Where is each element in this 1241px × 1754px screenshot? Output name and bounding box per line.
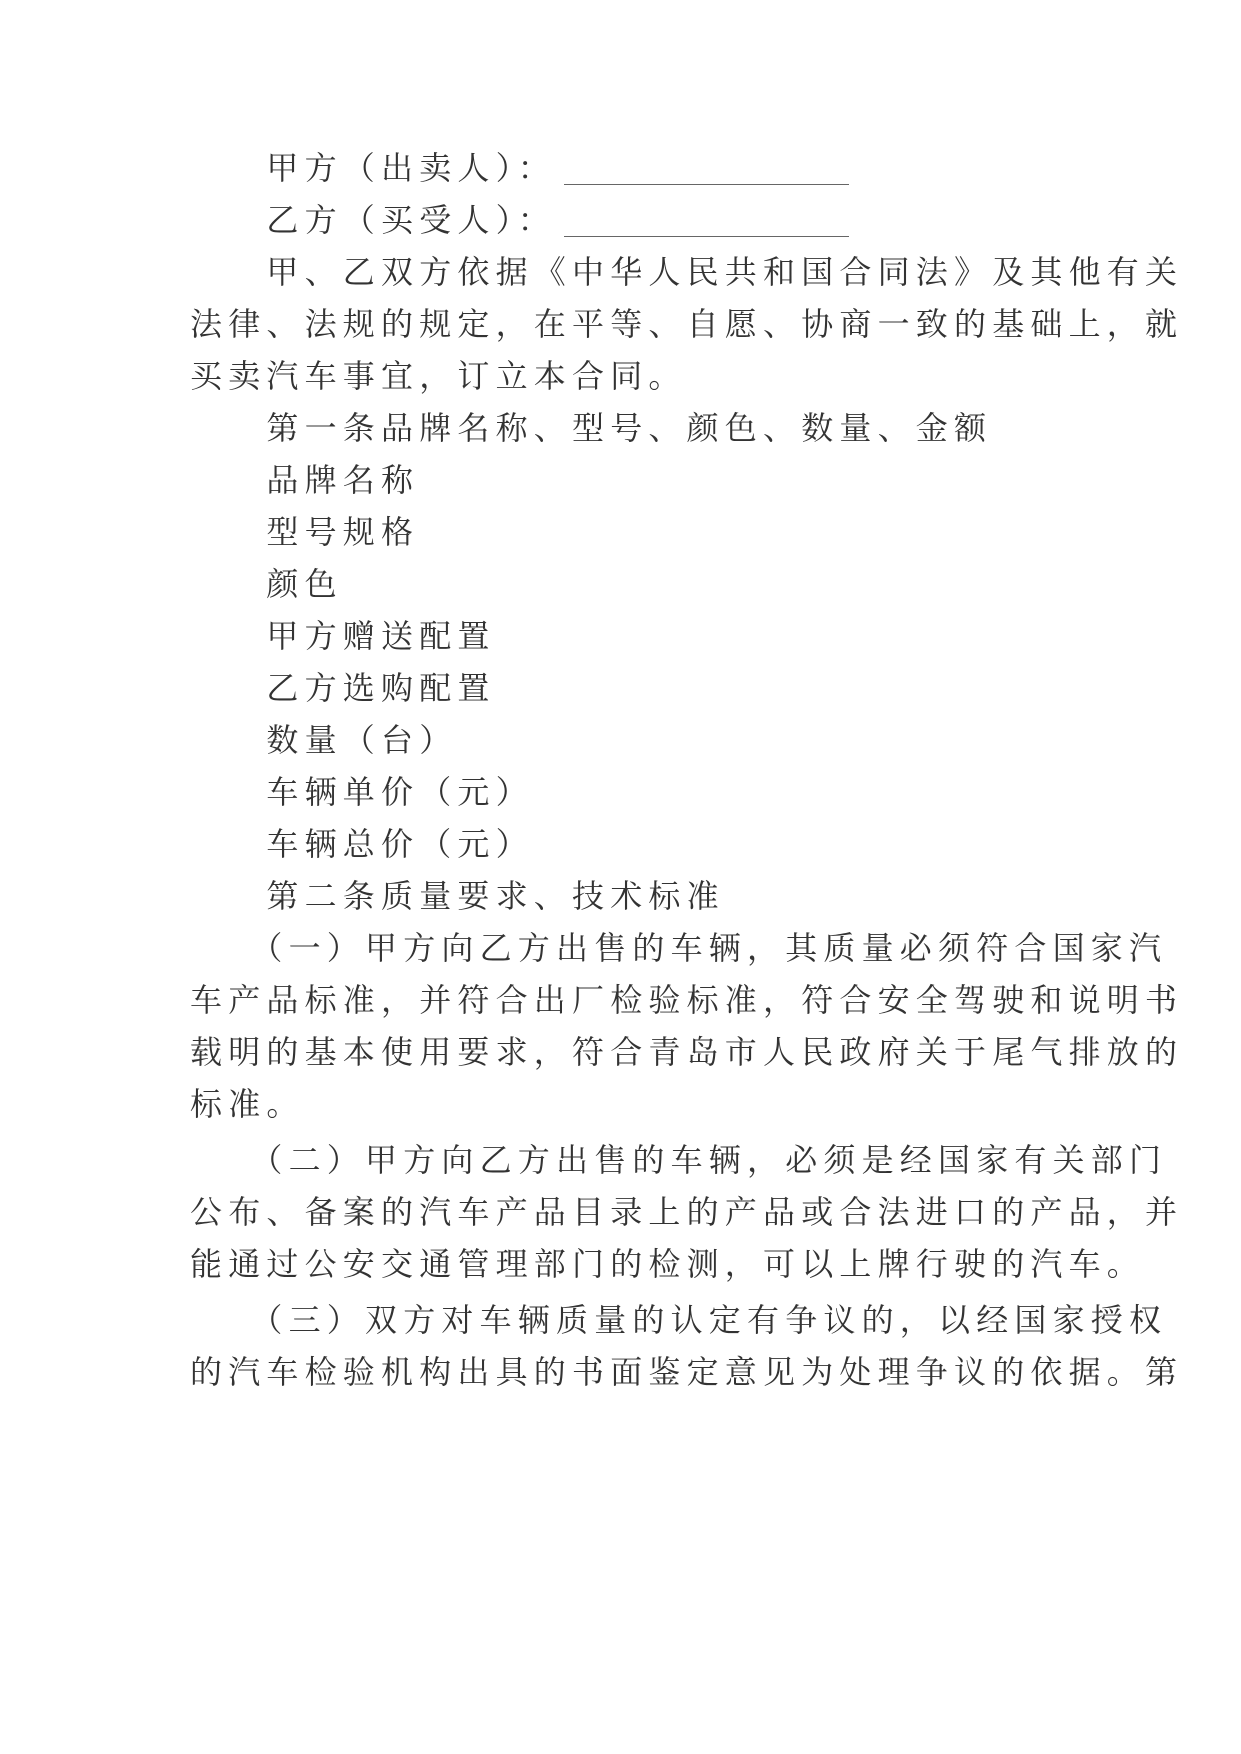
paragraph-line: （一）甲方向乙方出售的车辆，其质量必须符合国家汽	[190, 929, 1168, 967]
party-a-blank[interactable]	[564, 156, 849, 185]
paragraph-line: 甲、乙双方依据《中华人民共和国合同法》及其他有关	[190, 253, 1184, 291]
paragraph-line: （二）甲方向乙方出售的车辆，必须是经国家有关部门	[190, 1141, 1168, 1179]
article-heading: 第二条质量要求、技术标准	[190, 877, 725, 915]
party-b-label: 乙方（买受人）：	[190, 201, 557, 239]
article-heading: 第一条品牌名称、型号、颜色、数量、金额	[190, 409, 993, 447]
paragraph-line: 标准。	[190, 1085, 305, 1123]
party-a-label: 甲方（出卖人）：	[190, 149, 557, 187]
party-b-line	[190, 200, 849, 240]
field-label: 数量（台）	[190, 721, 458, 759]
field-label: 甲方赠送配置	[190, 617, 496, 655]
field-label: 颜色	[190, 565, 343, 603]
field-label: 车辆单价（元）	[190, 773, 534, 811]
paragraph-line: （三）双方对车辆质量的认定有争议的，以经国家授权	[190, 1301, 1168, 1339]
paragraph-line: 载明的基本使用要求，符合青岛市人民政府关于尾气排放的	[190, 1033, 1184, 1071]
paragraph-line: 能通过公安交通管理部门的检测，可以上牌行驶的汽车。	[190, 1245, 1146, 1283]
paragraph-line: 的汽车检验机构出具的书面鉴定意见为处理争议的依据。第	[190, 1353, 1184, 1391]
field-label: 型号规格	[190, 513, 420, 551]
field-label: 车辆总价（元）	[190, 825, 534, 863]
party-a-line	[190, 148, 849, 188]
field-label: 乙方选购配置	[190, 669, 496, 707]
field-label: 品牌名称	[190, 461, 420, 499]
paragraph-line: 买卖汽车事宜，订立本合同。	[190, 357, 687, 395]
paragraph-line: 公布、备案的汽车产品目录上的产品或合法进口的产品，并	[190, 1193, 1184, 1231]
paragraph-line: 车产品标准，并符合出厂检验标准，符合安全驾驶和说明书	[190, 981, 1184, 1019]
paragraph-line: 法律、法规的规定，在平等、自愿、协商一致的基础上，就	[190, 305, 1184, 343]
party-b-blank[interactable]	[564, 208, 849, 237]
